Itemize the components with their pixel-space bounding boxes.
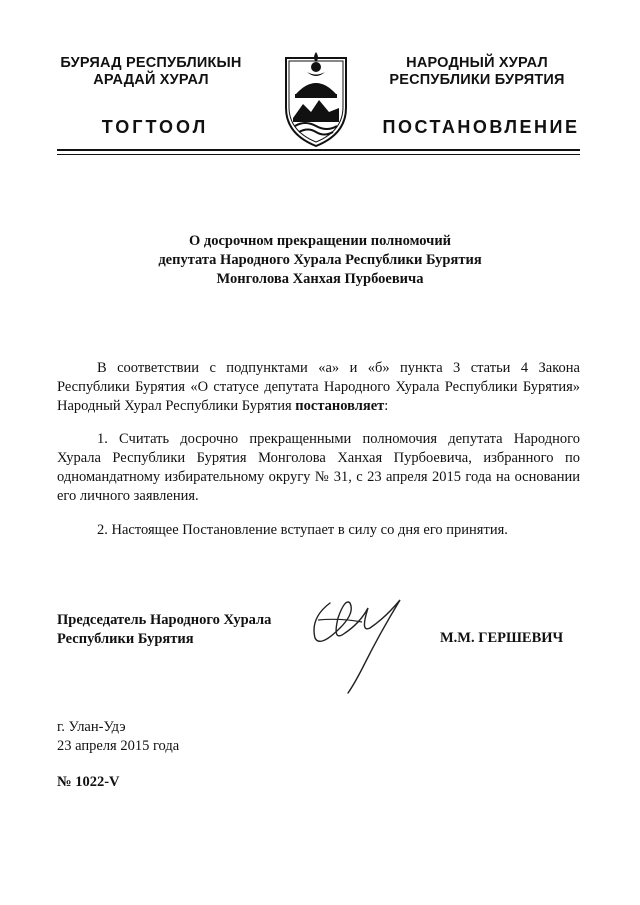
header-rule-thick [57, 149, 580, 151]
signatory-title-line2: Республики Бурятия [57, 631, 194, 647]
title-line2: депутата Народного Хурала Республики Бурятия [158, 252, 482, 268]
preamble-end: : [384, 398, 389, 414]
document-title [80, 232, 560, 289]
header-rule-thin [57, 154, 580, 155]
act-type-russian: ПОСТАНОВЛЕНИЕ [382, 117, 580, 137]
item-2-text: 2. Настоящее Постановление вступает в силу со дня его принятия. [97, 522, 508, 538]
item-1-text: 1. Считать досрочно прекращенными полномочия депутата Народного Хурала Республики Бурятия Монголова Ханхая Пурбоевича, избранного по одномандатному избирательному округу № 31, с 23 апреля 2015 года на основании его личного заявления. [57, 431, 580, 504]
city: г. Улан-Удэ [57, 719, 126, 735]
handwritten-signature [300, 588, 420, 698]
place-date-block [57, 718, 179, 756]
republic-emblem-icon [281, 46, 351, 148]
signatory-name: М.М. ГЕРШЕВИЧ [440, 630, 564, 646]
act-type-buryat: ТОГТООЛ [101, 117, 209, 137]
paragraph-item-1 [57, 430, 580, 506]
preamble-text: В соответствии с подпунктами «а» и «б» пункта 3 статьи 4 Закона Республики Бурятия «О статусе депутата Народного Хурала Республики Бурятия» Народный Хурал Республики Бурятия [57, 360, 580, 414]
signatory-title-line1: Председатель Народного Хурала [57, 612, 272, 628]
preamble-decree-word: постановляет [295, 398, 385, 414]
header-left-line1: БУРЯАД РЕСПУБЛИКЫН [60, 55, 242, 71]
date: 23 апреля 2015 года [57, 738, 180, 754]
header-right-line2: РЕСПУБЛИКИ БУРЯТИЯ [389, 72, 565, 88]
signatory-title [57, 611, 317, 649]
title-line1: О досрочном прекращении полномочий [188, 233, 452, 249]
paragraph-preamble [57, 359, 580, 416]
document-number: № 1022-V [57, 774, 120, 790]
header-left-line2: АРАДАЙ ХУРАЛ [93, 72, 209, 88]
title-line3: Монголова Ханхая Пурбоевича [216, 271, 424, 287]
header-right-line1: НАРОДНЫЙ ХУРАЛ [406, 55, 548, 71]
paragraph-item-2 [57, 521, 580, 540]
header-left-block [40, 55, 262, 89]
header-right-block [372, 55, 582, 89]
